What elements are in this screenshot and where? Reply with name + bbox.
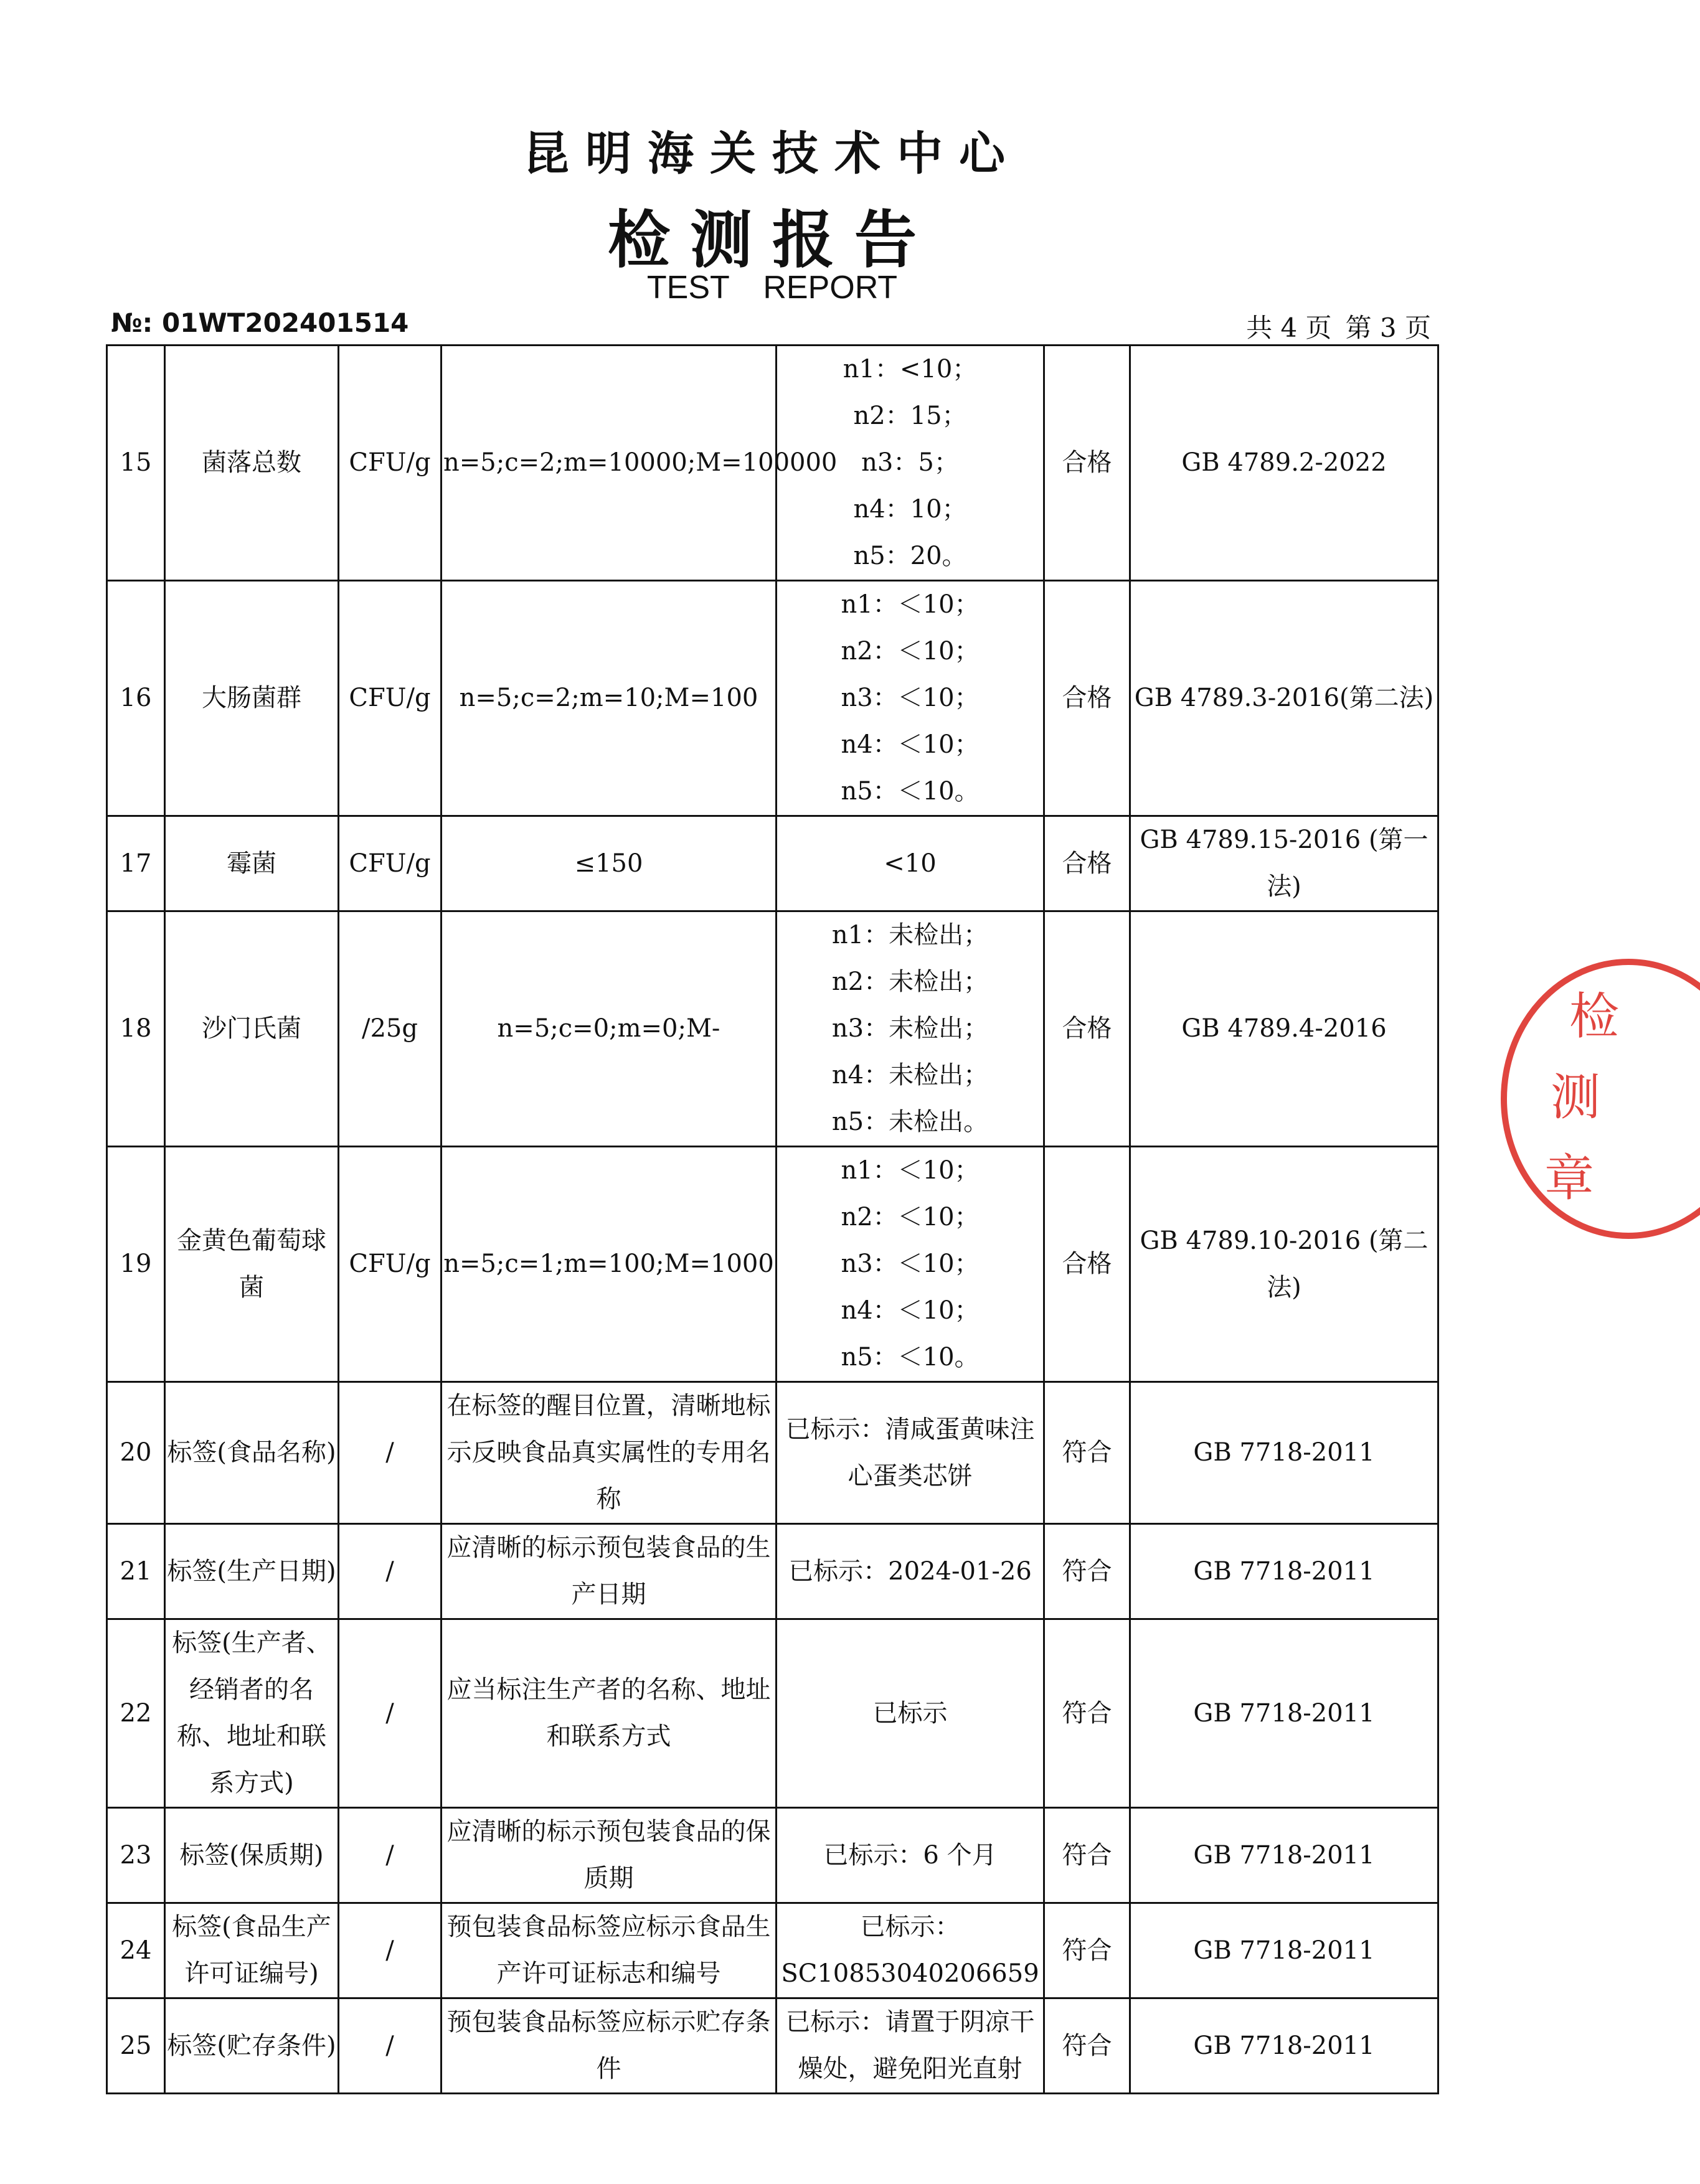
page-indicator bbox=[1246, 308, 1431, 345]
test-standard: GB 7718-2011 bbox=[1130, 1382, 1438, 1524]
test-standard: GB 4789.2-2022 bbox=[1130, 346, 1438, 581]
total-pages: 共 4 页 bbox=[1246, 313, 1332, 343]
test-standard: GB 7718-2011 bbox=[1130, 1524, 1438, 1619]
test-item: 霉菌 bbox=[165, 816, 339, 911]
test-standard: GB 4789.15-2016 (第一法) bbox=[1130, 816, 1438, 911]
verdict: 符合 bbox=[1044, 1998, 1130, 2094]
table-row bbox=[107, 346, 1438, 581]
requirement: n=5;c=1;m=100;M=1000 bbox=[442, 1147, 777, 1382]
report-subtitle: TEST REPORT bbox=[646, 270, 898, 306]
result-line: n3：未检出； bbox=[831, 1014, 989, 1043]
table-row bbox=[107, 1147, 1438, 1382]
requirement: n=5;c=2;m=10;M=100 bbox=[442, 581, 777, 816]
table-row bbox=[107, 1808, 1438, 1903]
measured-result bbox=[777, 1808, 1044, 1903]
result-line: n4：＜10； bbox=[841, 1296, 980, 1325]
row-number: 19 bbox=[107, 1147, 165, 1382]
test-item: 标签(食品生产许可证编号) bbox=[165, 1903, 339, 1998]
result-line: 已标示：清咸蛋黄味注心蛋类芯饼 bbox=[785, 1414, 1035, 1490]
measured-result bbox=[777, 1998, 1044, 2094]
row-number: 25 bbox=[107, 1998, 165, 2094]
requirement: 应清晰的标示预包装食品的生产日期 bbox=[442, 1524, 777, 1619]
row-number: 23 bbox=[107, 1808, 165, 1903]
table-row bbox=[107, 816, 1438, 911]
result-line: 已标示 bbox=[872, 1698, 948, 1728]
measured-result bbox=[777, 1524, 1044, 1619]
measured-result bbox=[777, 1619, 1044, 1808]
table-row bbox=[107, 911, 1438, 1147]
row-number: 24 bbox=[107, 1903, 165, 1998]
result-line: n5：未检出。 bbox=[831, 1108, 989, 1136]
requirement: 预包装食品标签应标示食品生产许可证标志和编号 bbox=[442, 1903, 777, 1998]
unit: / bbox=[339, 1998, 442, 2094]
unit: / bbox=[339, 1808, 442, 1903]
requirement: ≤150 bbox=[442, 816, 777, 911]
unit: CFU/g bbox=[339, 816, 442, 911]
verdict: 合格 bbox=[1044, 346, 1130, 581]
verdict: 合格 bbox=[1044, 581, 1130, 816]
measured-result bbox=[777, 1903, 1044, 1998]
seal-char: 章 bbox=[1544, 1149, 1594, 1207]
report-title: 检测报告 bbox=[608, 204, 937, 276]
verdict: 符合 bbox=[1044, 1619, 1130, 1808]
table-row bbox=[107, 581, 1438, 816]
result-line: 已标示：SC10853040206659 bbox=[781, 1913, 1039, 1988]
result-line: 已标示：2024-01-26 bbox=[788, 1556, 1032, 1586]
result-line: n3：＜10； bbox=[841, 1250, 980, 1278]
measured-result bbox=[777, 581, 1044, 816]
row-number: 18 bbox=[107, 911, 165, 1147]
test-standard: GB 7718-2011 bbox=[1130, 1998, 1438, 2094]
test-item: 标签(贮存条件) bbox=[165, 1998, 339, 2094]
table-row bbox=[107, 1998, 1438, 2094]
measured-result bbox=[777, 816, 1044, 911]
report-number: №: 01WT202401514 bbox=[111, 308, 409, 338]
requirement: n=5;c=2;m=10000;M=100000 bbox=[442, 346, 777, 581]
row-number: 17 bbox=[107, 816, 165, 911]
unit: / bbox=[339, 1619, 442, 1808]
result-line: n3：5； bbox=[861, 448, 959, 477]
row-number: 15 bbox=[107, 346, 165, 581]
verdict: 符合 bbox=[1044, 1903, 1130, 1998]
result-line: n2：15； bbox=[853, 402, 967, 430]
measured-result bbox=[777, 1382, 1044, 1524]
result-line: n5：＜10。 bbox=[841, 1343, 980, 1372]
requirement: 应清晰的标示预包装食品的保质期 bbox=[442, 1808, 777, 1903]
table-row bbox=[107, 1524, 1438, 1619]
test-standard: GB 7718-2011 bbox=[1130, 1808, 1438, 1903]
result-line: n1：未检出； bbox=[831, 921, 989, 949]
measured-result bbox=[777, 911, 1044, 1147]
row-number: 22 bbox=[107, 1619, 165, 1808]
table-row bbox=[107, 1903, 1438, 1998]
result-line: n1：<10； bbox=[843, 355, 978, 384]
result-line: n5：20。 bbox=[853, 542, 967, 570]
test-standard: GB 4789.10-2016 (第二法) bbox=[1130, 1147, 1438, 1382]
verdict: 合格 bbox=[1044, 816, 1130, 911]
result-line: n2：未检出； bbox=[831, 967, 989, 996]
test-standard: GB 4789.3-2016(第二法) bbox=[1130, 581, 1438, 816]
test-standard: GB 4789.4-2016 bbox=[1130, 911, 1438, 1147]
test-standard: GB 7718-2011 bbox=[1130, 1903, 1438, 1998]
current-page: 第 3 页 bbox=[1345, 313, 1431, 343]
row-number: 16 bbox=[107, 581, 165, 816]
result-line: n4：未检出； bbox=[831, 1061, 989, 1090]
requirement: 应当标注生产者的名称、地址和联系方式 bbox=[442, 1619, 777, 1808]
test-item: 标签(生产日期) bbox=[165, 1524, 339, 1619]
verdict: 合格 bbox=[1044, 1147, 1130, 1382]
result-line: n4：10； bbox=[853, 495, 967, 524]
unit: / bbox=[339, 1382, 442, 1524]
test-standard: GB 7718-2011 bbox=[1130, 1619, 1438, 1808]
organization-name: 昆明海关技术中心 bbox=[523, 127, 1021, 181]
result-line: n4：＜10； bbox=[841, 730, 980, 759]
row-number: 20 bbox=[107, 1382, 165, 1524]
result-line: 已标示：请置于阴凉干燥处，避免阳光直射 bbox=[785, 2008, 1035, 2083]
unit: CFU/g bbox=[339, 346, 442, 581]
unit: CFU/g bbox=[339, 1147, 442, 1382]
test-item: 标签(生产者、经销者的名称、地址和联系方式) bbox=[165, 1619, 339, 1808]
result-line: n3：＜10； bbox=[841, 684, 980, 712]
row-number: 21 bbox=[107, 1524, 165, 1619]
results-table bbox=[106, 344, 1439, 2094]
table-row bbox=[107, 1382, 1438, 1524]
measured-result bbox=[777, 1147, 1044, 1382]
requirement: 在标签的醒目位置，清晰地标示反映食品真实属性的专用名称 bbox=[442, 1382, 777, 1524]
requirement: 预包装食品标签应标示贮存条件 bbox=[442, 1998, 777, 2094]
verdict: 符合 bbox=[1044, 1524, 1130, 1619]
official-seal-stamp bbox=[1495, 953, 1700, 1245]
results-table-body bbox=[107, 346, 1438, 2094]
test-item: 标签(食品名称) bbox=[165, 1382, 339, 1524]
result-line: n1：＜10； bbox=[841, 1156, 980, 1185]
result-line: n2：＜10； bbox=[841, 637, 980, 666]
result-line: n1：＜10； bbox=[841, 590, 980, 619]
seal-char: 测 bbox=[1551, 1068, 1600, 1126]
seal-char: 检 bbox=[1569, 987, 1619, 1045]
test-item: 菌落总数 bbox=[165, 346, 339, 581]
result-line: n2：＜10； bbox=[841, 1203, 980, 1231]
requirement: n=5;c=0;m=0;M- bbox=[442, 911, 777, 1147]
test-item: 大肠菌群 bbox=[165, 581, 339, 816]
verdict: 符合 bbox=[1044, 1808, 1130, 1903]
result-line: n5：＜10。 bbox=[841, 777, 980, 806]
test-item: 金黄色葡萄球菌 bbox=[165, 1147, 339, 1382]
verdict: 合格 bbox=[1044, 911, 1130, 1147]
verdict: 符合 bbox=[1044, 1382, 1130, 1524]
table-row bbox=[107, 1619, 1438, 1808]
unit: / bbox=[339, 1524, 442, 1619]
result-line: <10 bbox=[884, 849, 937, 878]
result-line: 已标示：6 个月 bbox=[823, 1840, 997, 1870]
unit: / bbox=[339, 1903, 442, 1998]
test-item: 沙门氏菌 bbox=[165, 911, 339, 1147]
unit: /25g bbox=[339, 911, 442, 1147]
test-item: 标签(保质期) bbox=[165, 1808, 339, 1903]
unit: CFU/g bbox=[339, 581, 442, 816]
